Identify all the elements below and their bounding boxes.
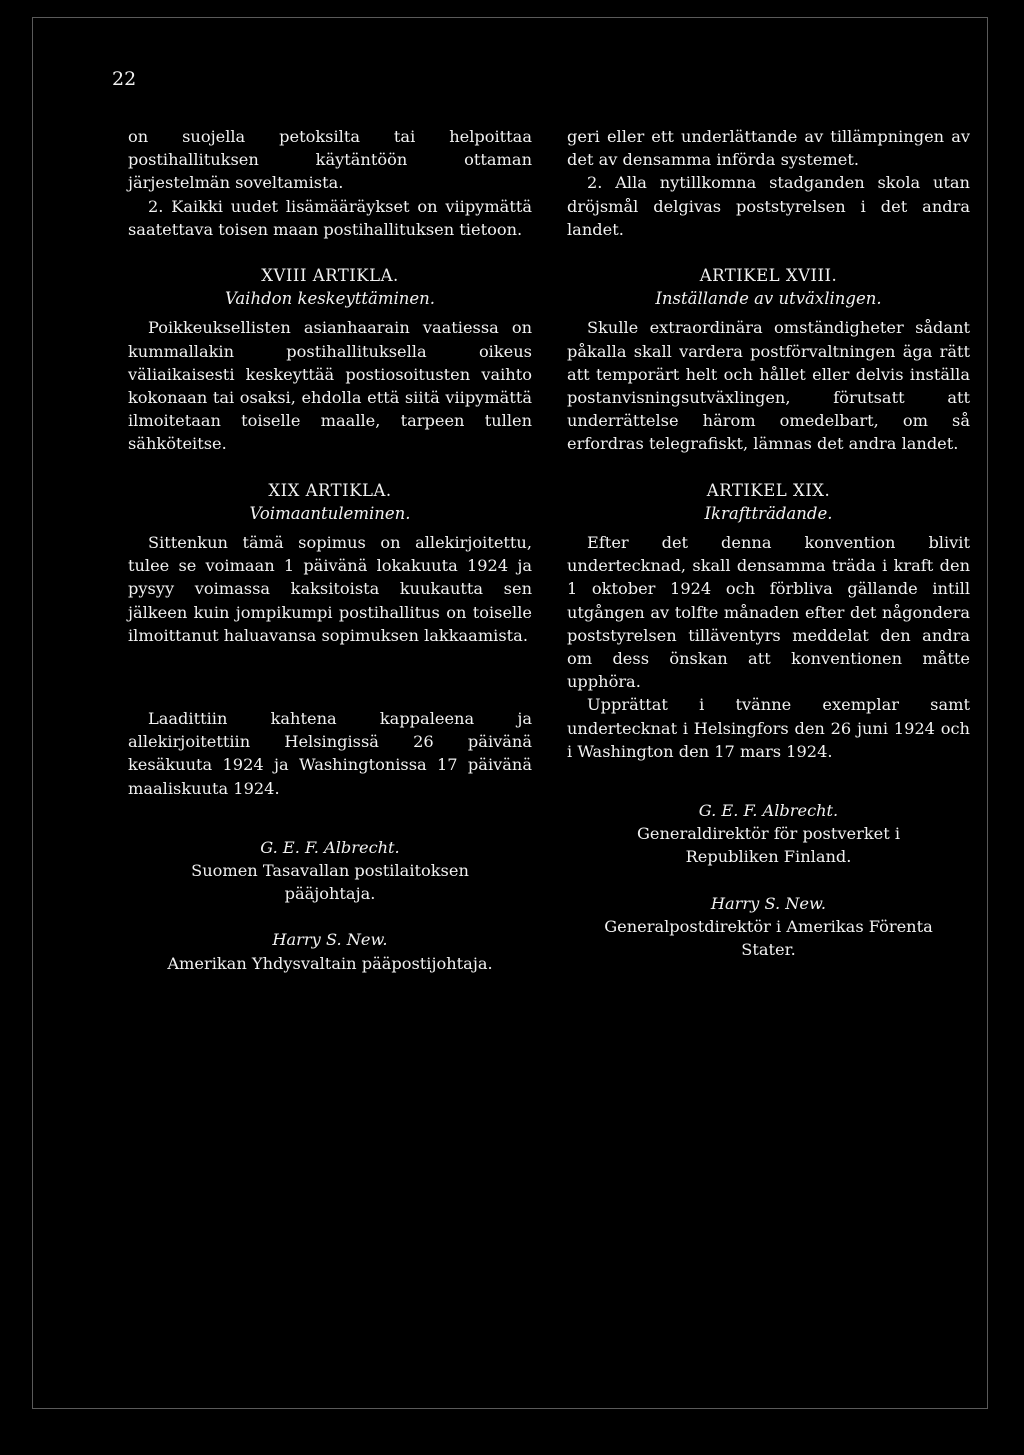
article-18-title: Vaihdon keskeyttäminen. (224, 289, 436, 309)
signatory-2-name: Harry S. New. (272, 930, 388, 950)
signatory-1-name: G. E. F. Albrecht. (260, 837, 400, 857)
intro-paragraph-1: on suojella petoksilta tai helpoittaa postihallituksen käytäntöön ottaman järjestelmän soveltamista. (128, 127, 532, 193)
closing-paragraph: Upprättat i tvänne exemplar samt undertecknat i Helsingfors den 26 juni 1924 och i Washington den 17 mars 1924. (567, 695, 970, 761)
article-18-heading: XVIII ARTIKLA. (261, 266, 399, 286)
intro-paragraph-2: 2. Alla nytillkomna stadganden skola utan dröjsmål delgivas poststyrelsen i det andra landet. (567, 173, 970, 239)
article-19-title: Ikraftträdande. (704, 503, 833, 523)
article-18-text: Poikkeuksellisten asianhaarain vaatiessa on kummallakin postihallituksella oikeus väliaikaisesti keskeyttää postiosoitusten vaihto kokonaan tai osaksi, ehdolla että siitä viipymättä ilmoitetaan toiselle maalle, tarpeen tullen sähköteitse. (128, 318, 532, 454)
closing-paragraph: Laadittiin kahtena kappaleena ja allekirjoitettiin Helsingissä 26 päivänä kesäkuuta 1924 ja Washingtonissa 17 päivänä maaliskuuta 1924. (128, 709, 532, 798)
article-19-title: Voimaantuleminen. (249, 503, 411, 523)
article-18-title: Inställande av utväxlingen. (655, 289, 882, 309)
signatory-2-name: Harry S. New. (710, 893, 827, 913)
signatory-1-title: Generaldirektör för postverket i Republiken Finland. (636, 824, 901, 867)
article-19-heading: ARTIKEL XIX. (706, 480, 831, 500)
article-18-text: Skulle extraordinära omständigheter sådant påkalla skall vardera postförvaltningen äga rätt att temporärt helt och hållet eller delvis inställa postanvisningsutväxlingen, förutsatt att underrättelse härom omedelbart, om så erfordras telegrafiskt, lämnas det andra landet. (567, 318, 970, 454)
signatory-2-title: Amerikan Yhdysvaltain pääpostijohtaja. (167, 953, 493, 973)
swedish-column (567, 125, 970, 961)
signatory-1-title: Suomen Tasavallan postilaitoksen pääjohtaja. (191, 861, 469, 904)
article-19-heading: XIX ARTIKLA. (268, 480, 392, 500)
intro-paragraph-2: 2. Kaikki uudet lisämääräykset on viipymättä saatettava toisen maan postihallituksen tietoon. (128, 196, 532, 239)
finnish-column (128, 125, 532, 975)
page-number: 22 (112, 68, 137, 90)
article-18-heading: ARTIKEL XVIII. (699, 266, 838, 286)
signatory-1-name: G. E. F. Albrecht. (698, 801, 839, 821)
article-19-text: Efter det denna konvention blivit undertecknad, skall densamma träda i kraft den 1 oktober 1924 och förbliva gällande intill utgången av tolfte månaden efter det någondera poststyrelsen tilläventyrs meddelat den andra om dess önskan att konventionen måtte upphöra. (567, 533, 970, 692)
intro-paragraph-1: geri eller ett underlättande av tillämpningen av det av densamma införda systemet. (567, 127, 970, 170)
article-19-text: Sittenkun tämä sopimus on allekirjoitettu, tulee se voimaan 1 päivänä lokakuuta 1924 ja pysyy voimassa kaksitoista kuukautta sen jälkeen kuin jompikumpi postihallitus on toiselle ilmoittanut haluavansa sopimuksen lakkaamista. (128, 533, 532, 645)
signatory-2-title: Generalpostdirektör i Amerikas Förenta Stater. (604, 916, 933, 960)
